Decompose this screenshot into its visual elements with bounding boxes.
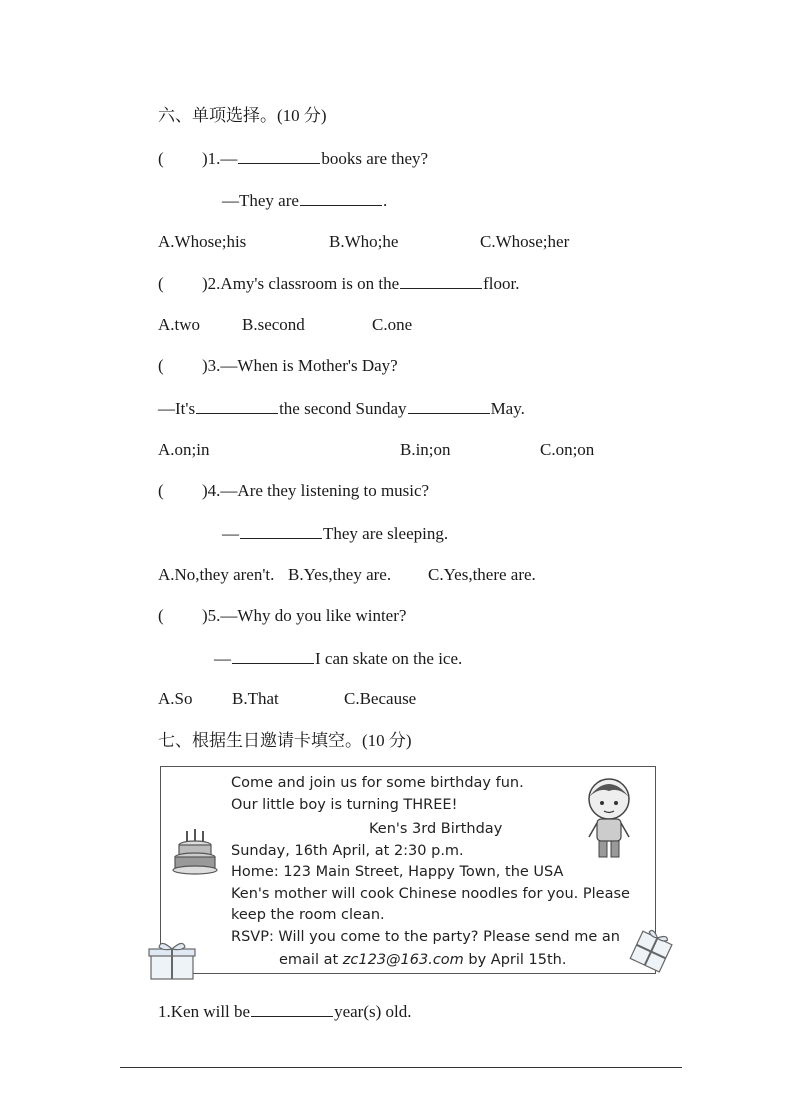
q5-answer-prefix: — [214, 649, 231, 668]
q5-option-a: A.So [158, 689, 193, 708]
q5-blank[interactable] [232, 648, 314, 664]
answer-paren: ( [158, 481, 164, 500]
question-5 [158, 606, 406, 626]
q3-answer-middle: the second Sunday [279, 399, 407, 418]
card-email-prefix: email at [279, 952, 343, 968]
card-email: zc123@163.com [342, 952, 464, 968]
gift-box-icon [629, 927, 675, 977]
q1-option-c: C.Whose;her [480, 232, 570, 251]
q3-answer-suffix: May. [490, 399, 525, 418]
answer-paren: ( [158, 274, 164, 293]
q1-answer-prefix: —They are [222, 191, 299, 210]
q3-stem: )3.—When is Mother's Day? [202, 356, 398, 375]
answer-paren: ( [158, 356, 164, 375]
q3-blank-1[interactable] [196, 398, 278, 414]
question-3 [158, 356, 398, 376]
q1-answer-line [222, 190, 387, 211]
card-line-3: Ken's 3rd Birthday [369, 821, 503, 837]
answer-paren: ( [158, 606, 164, 625]
q1-answer-blank[interactable] [300, 190, 382, 206]
question-1 [158, 148, 428, 169]
q3-option-c: C.on;on [540, 440, 595, 459]
card-line-6: Ken's mother will cook Chinese noodles for you. Please [231, 886, 630, 902]
q5-stem: )5.—Why do you like winter? [202, 606, 407, 625]
s7-q1-prefix: 1.Ken will be [158, 1002, 251, 1021]
birthday-cake-icon [171, 825, 219, 877]
q2-option-b: B.second [242, 315, 305, 334]
s7-q1-blank[interactable] [251, 1001, 333, 1017]
q5-option-c: C.Because [344, 689, 417, 708]
card-line-5: Home: 123 Main Street, Happy Town, the USA [231, 864, 564, 880]
card-line-9 [279, 950, 567, 970]
q3-answer-line [158, 398, 525, 419]
q4-option-a: A.No,they aren't. [158, 565, 275, 584]
question-2 [158, 273, 520, 294]
q2-option-c: C.one [372, 315, 413, 334]
q3-answer-prefix: —It's [158, 399, 196, 418]
question-4 [158, 481, 429, 501]
q4-blank[interactable] [240, 523, 322, 539]
section-7-title: 七、根据生日邀请卡填空。(10 分) [158, 731, 412, 750]
q2-stem: )2.Amy's classroom is on the [202, 274, 400, 293]
card-line-4: Sunday, 16th April, at 2:30 p.m. [231, 843, 464, 859]
card-line-1: Come and join us for some birthday fun. [231, 775, 524, 791]
bottom-rule [120, 1067, 682, 1068]
answer-paren: ( [158, 149, 164, 168]
q1-answer-suffix: . [382, 191, 388, 210]
q3-option-b: B.in;on [400, 440, 451, 459]
q4-option-c: C.Yes,there are. [428, 565, 536, 584]
q2-blank[interactable] [400, 273, 482, 289]
q4-stem: )4.—Are they listening to music? [202, 481, 430, 500]
q4-option-b: B.Yes,they are. [288, 565, 392, 584]
q5-answer-line [214, 648, 462, 669]
q4-answer-suffix: They are sleeping. [323, 524, 449, 543]
q5-answer-suffix: I can skate on the ice. [315, 649, 463, 668]
birthday-invitation-card [160, 766, 656, 974]
card-line-2: Our little boy is turning THREE! [231, 797, 458, 813]
q3-blank-2[interactable] [408, 398, 490, 414]
q4-answer-line [222, 523, 448, 544]
s7-q1-suffix: year(s) old. [334, 1002, 412, 1021]
q1-option-a: A.Whose;his [158, 232, 247, 251]
q5-option-b: B.That [232, 689, 279, 708]
section-7-question-1 [158, 1001, 412, 1022]
q2-stem-tail: floor. [483, 274, 520, 293]
gift-box-icon [147, 939, 197, 981]
q3-option-a: A.on;in [158, 440, 210, 459]
card-email-suffix: by April 15th. [463, 952, 567, 968]
q1-option-b: B.Who;he [329, 232, 399, 251]
boy-icon [579, 775, 639, 865]
card-line-8: RSVP: Will you come to the party? Please send me an [231, 929, 620, 945]
card-line-7: keep the room clean. [231, 907, 385, 923]
q1-blank[interactable] [238, 148, 320, 164]
section-6-title: 六、单项选择。(10 分) [158, 106, 327, 125]
q2-option-a: A.two [158, 315, 201, 334]
q1-stem: )1.— [202, 149, 238, 168]
q1-stem-tail: books are they? [321, 149, 429, 168]
q4-answer-prefix: — [222, 524, 239, 543]
